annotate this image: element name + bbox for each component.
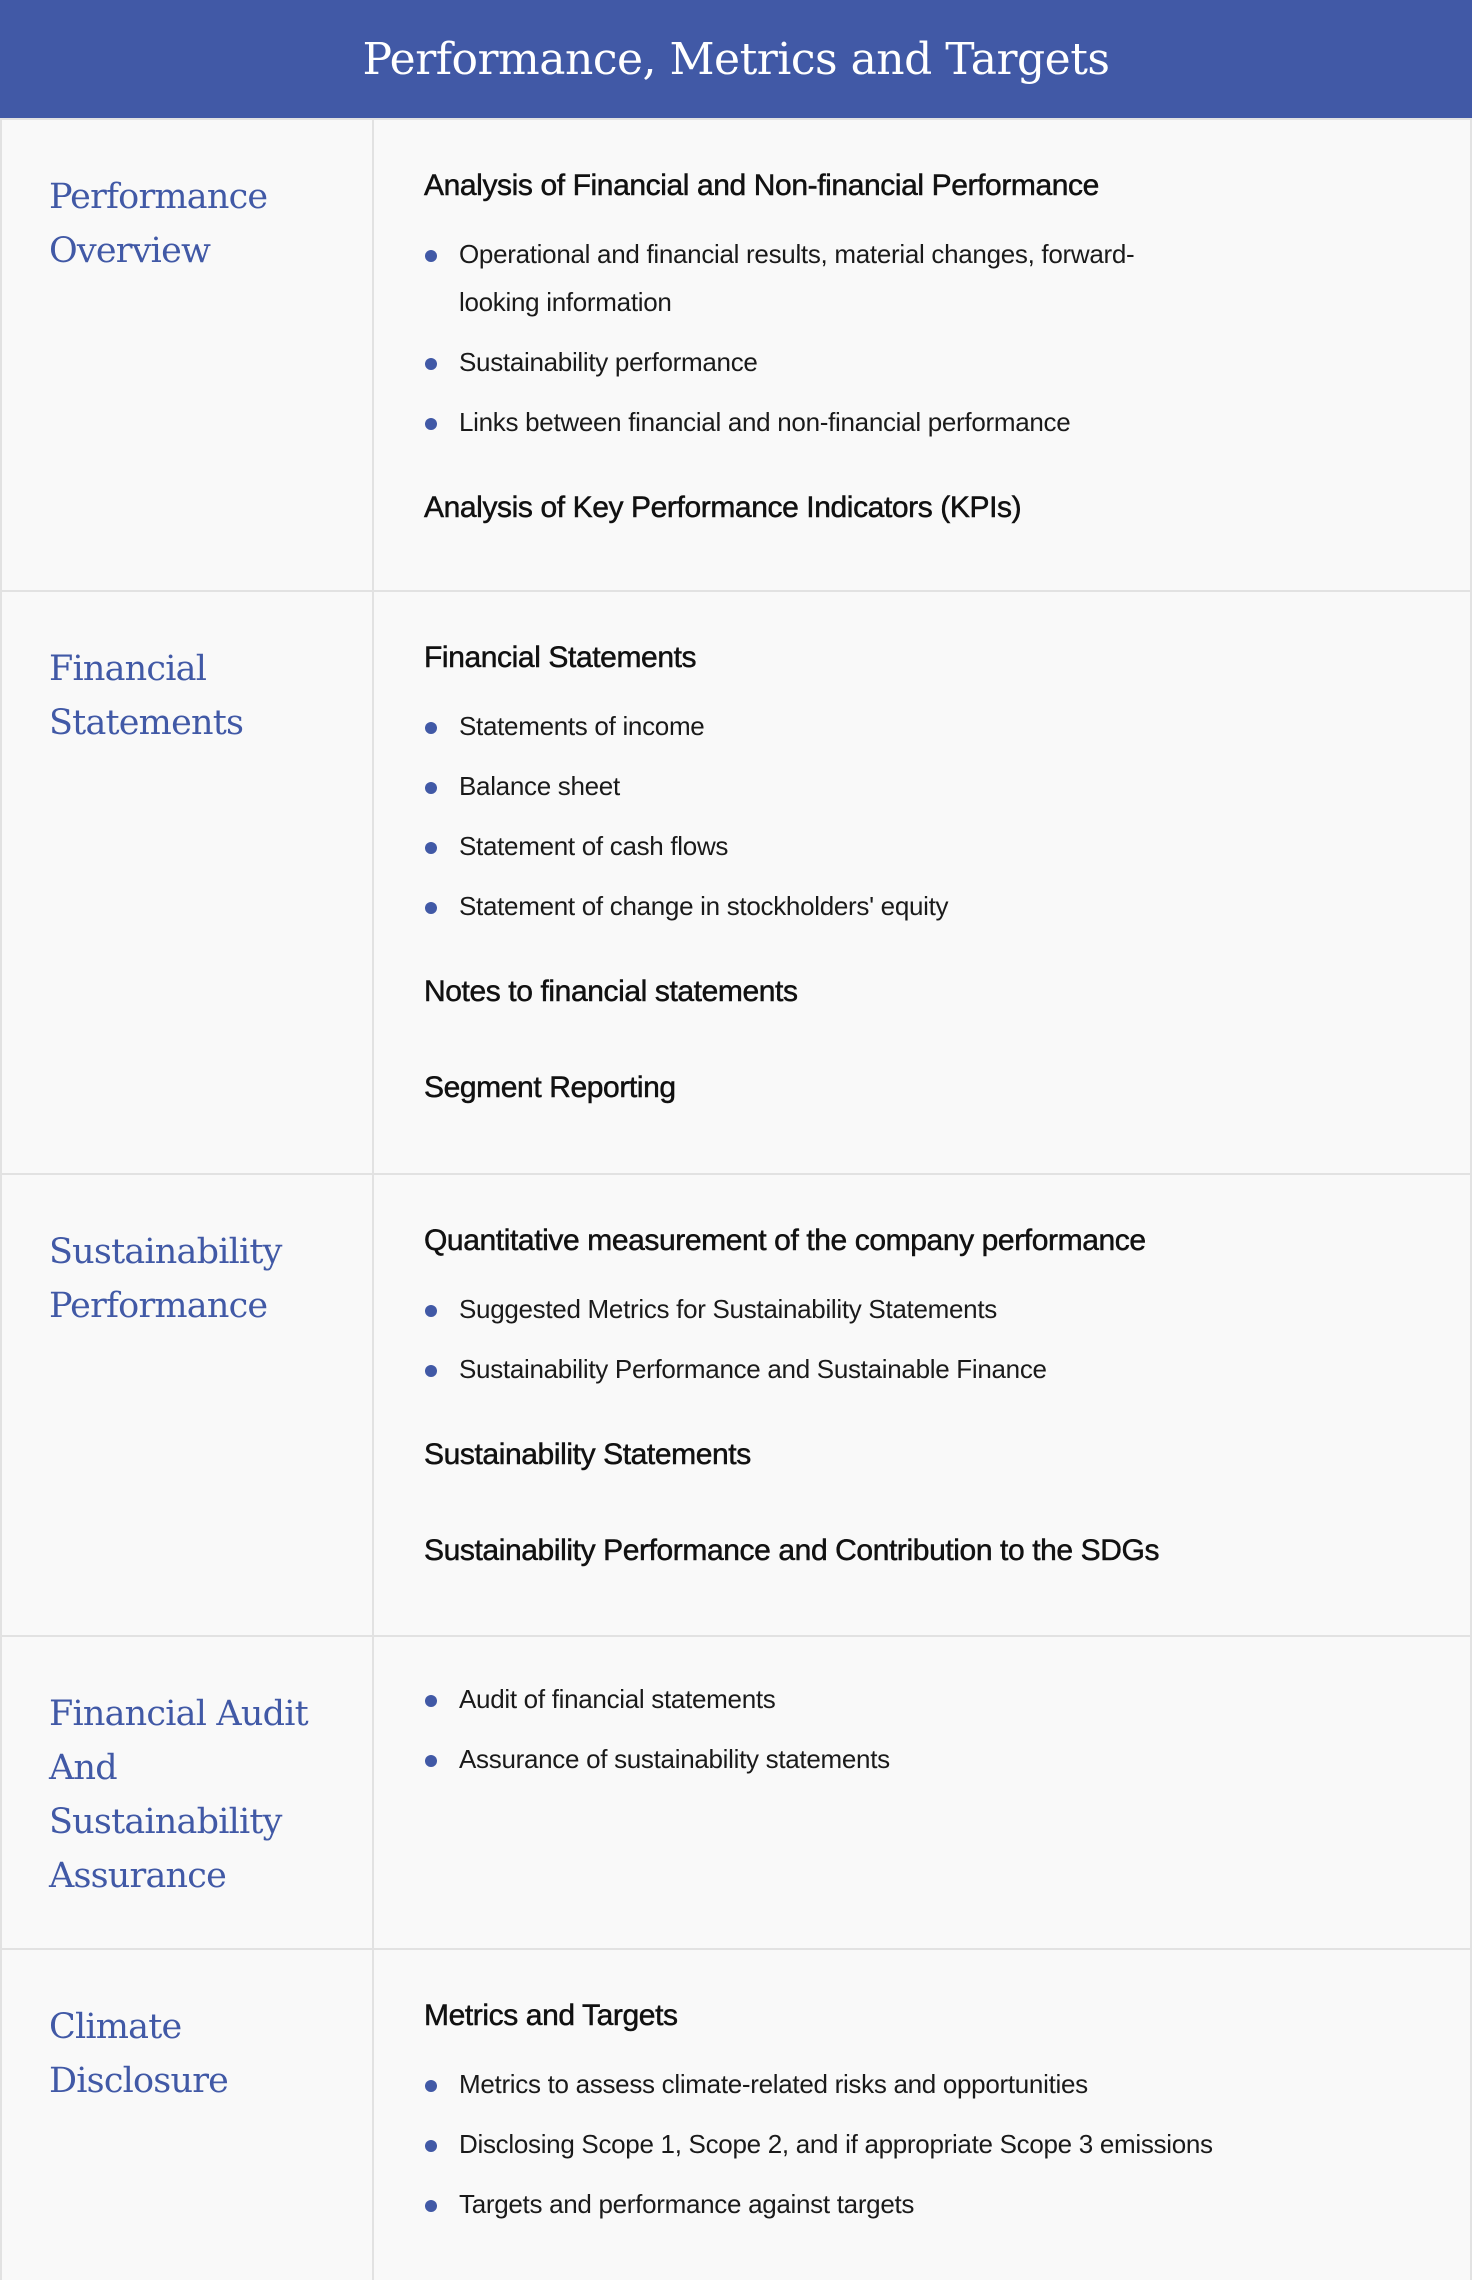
row-title: Climate Disclosure (49, 2007, 229, 2101)
bullet-icon (425, 358, 437, 370)
list-item (424, 762, 1450, 810)
bullet-icon (425, 722, 437, 734)
list-item (424, 822, 1450, 870)
table-row-financial-statements (2, 592, 1470, 1175)
row-label-cell (2, 592, 374, 1173)
list-item-text: Assurance of sustainability statements (459, 1744, 890, 1774)
bullet-icon (425, 902, 437, 914)
list-item-text: Sustainability performance (459, 347, 758, 377)
section-heading: Analysis of Key Performance Indicators (KPIs) (424, 491, 1022, 524)
bullet-icon (425, 2080, 437, 2092)
list-item (424, 702, 1450, 750)
section-heading: Analysis of Financial and Non-financial Performance (424, 169, 1099, 202)
list-item-text: Operational and financial results, material changes, forward-looking information (459, 239, 1135, 317)
list-item (424, 2060, 1450, 2108)
bullet-icon (425, 842, 437, 854)
bullet-icon (425, 782, 437, 794)
table-row-sustainability-performance (2, 1175, 1470, 1637)
list-item (424, 2120, 1450, 2168)
list-item-text: Links between financial and non-financial performance (459, 407, 1071, 437)
page-header (0, 0, 1472, 120)
section-heading: Segment Reporting (424, 1071, 676, 1104)
row-label-cell (2, 1175, 374, 1635)
list-item (424, 230, 1159, 326)
row-content-cell (374, 120, 1470, 590)
row-content-cell (374, 1175, 1470, 1635)
list-item (424, 1345, 1450, 1393)
bullet-list (424, 1675, 1450, 1783)
list-item-text: Targets and performance against targets (459, 2189, 915, 2219)
section-heading: Quantitative measurement of the company performance (424, 1224, 1146, 1257)
bullet-icon (425, 1755, 437, 1767)
list-item (424, 1735, 1450, 1783)
content-table (0, 120, 1472, 2280)
list-item-text: Metrics to assess climate-related risks and opportunities (459, 2069, 1088, 2099)
bullet-list (424, 1285, 1450, 1393)
list-item (424, 338, 1450, 386)
bullet-icon (425, 1365, 437, 1377)
list-item-text: Suggested Metrics for Sustainability Statements (459, 1294, 997, 1324)
page-title: Performance, Metrics and Targets (362, 33, 1110, 85)
table-row-financial-audit (2, 1637, 1470, 1950)
row-title: Financial Audit And Sustainability Assurance (49, 1694, 308, 1896)
table-row-climate-disclosure (2, 1950, 1470, 2280)
list-item (424, 1675, 1450, 1723)
row-content-cell (374, 1637, 1470, 1948)
list-item-text: Balance sheet (459, 771, 620, 801)
bullet-icon (425, 1305, 437, 1317)
list-item-text: Sustainability Performance and Sustainable Finance (459, 1354, 1047, 1384)
list-item-text: Disclosing Scope 1, Scope 2, and if appropriate Scope 3 emissions (459, 2129, 1213, 2159)
row-title: Performance Overview (49, 177, 268, 271)
bullet-icon (425, 2200, 437, 2212)
section-heading: Financial Statements (424, 641, 697, 674)
list-item-text: Audit of financial statements (459, 1684, 776, 1714)
bullet-icon (425, 250, 437, 262)
list-item (424, 2180, 1450, 2228)
row-title: Financial Statements (49, 649, 244, 743)
list-item (424, 1285, 1450, 1333)
row-label-cell (2, 1950, 374, 2280)
list-item-text: Statement of change in stockholders' equity (459, 891, 949, 921)
list-item (424, 398, 1450, 446)
section-heading: Notes to financial statements (424, 975, 798, 1008)
row-content-cell (374, 1950, 1470, 2280)
bullet-icon (425, 1695, 437, 1707)
bullet-list (424, 702, 1450, 930)
bullet-icon (425, 418, 437, 430)
bullet-icon (425, 2140, 437, 2152)
row-content-cell (374, 592, 1470, 1173)
list-item (424, 882, 1450, 930)
table-row-performance-overview (2, 120, 1470, 592)
section-heading: Metrics and Targets (424, 1999, 678, 2032)
bullet-list (424, 2060, 1450, 2228)
row-label-cell (2, 120, 374, 590)
section-heading: Sustainability Statements (424, 1438, 751, 1471)
bullet-list (424, 230, 1450, 446)
row-title: Sustainability Performance (49, 1232, 282, 1326)
list-item-text: Statements of income (459, 711, 705, 741)
list-item-text: Statement of cash flows (459, 831, 729, 861)
row-label-cell (2, 1637, 374, 1948)
section-heading: Sustainability Performance and Contribution to the SDGs (424, 1534, 1160, 1567)
